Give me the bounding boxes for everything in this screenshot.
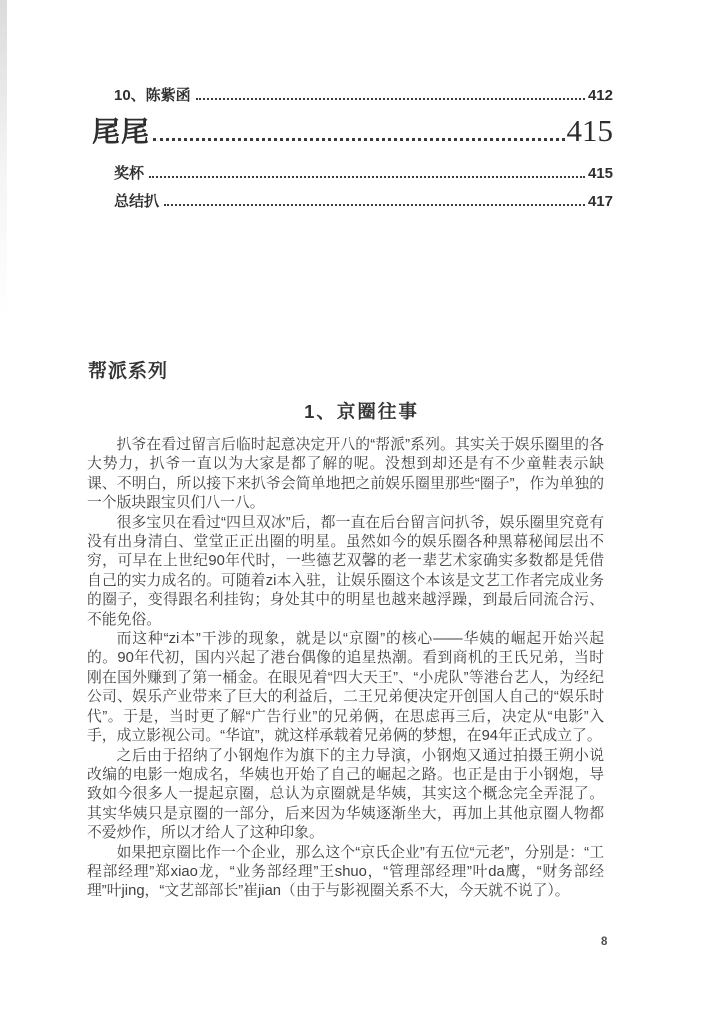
toc-entry-page: 415 (587, 165, 613, 182)
toc-entry (92, 192, 613, 211)
toc-entry-label: 10、陈紫函 (114, 87, 191, 104)
paragraph: 扒爷在看过留言后临时起意决定开八的“帮派”系列。其实关于娱乐圈里的各大势力，扒爷一直以为大家是都了解的呢。没想到却还是有不少童鞋表示缺课、不明白，所以接下来扒爷会简单地把之前娱乐圈里那些“圈子”，作为单独的一个版块跟宝贝们八一八。 (87, 437, 604, 512)
paragraph: 之后由于招纳了小钢炮作为旗下的主力导演，小钢炮又通过拍摄王朔小说改编的电影一炮成名，华姨也开始了自己的崛起之路。也正是由于小钢炮，导致如今很多人一提起京圈，总认为京圈就是华姨，其实这个概念完全弄混了。其实华姨只是京圈的一部分，后来因为华姨逐渐坐大，再加上其他京圈人物都不爱炒作，所以才给人了这种印象。 (87, 747, 604, 842)
toc-entry-page: 415 (566, 113, 613, 148)
toc-entry-label: 奖杯 (114, 165, 145, 182)
toc-entry-label: 总结扒 (114, 193, 160, 210)
dot-leader (153, 138, 564, 141)
section-title: 帮派系列 (88, 361, 169, 382)
toc-entry (92, 164, 613, 183)
scan-edge-shading (0, 0, 7, 320)
paragraph: 很多宝贝在看过“四旦双冰”后，都一直在后台留言问扒爷，娱乐圈里究竟有没有出身清白、堂堂正正出圈的明星。虽然如今的娱乐圈各种黑幕秘闻层出不穷，可早在上世纪90年代时，一些德艺双馨的老一辈艺术家确实多数都是凭借自己的实力成名的。可随着zi本入驻，让娱乐圈这个本该是文艺工作者完成业务的圈子，变得跟名利挂钩；身处其中的明星也越来越浮躁，到最后同流合污、不能免俗。 (87, 514, 604, 628)
body-text (87, 436, 604, 902)
paragraph: 而这种“zi本”干涉的现象，就是以“京圈”的核心——华姨的崛起开始兴起的。90年代初，国内兴起了港台偶像的追星热潮。看到商机的王氏兄弟，当时刚在国外赚到了第一桶金。在眼见着“四大天王”、“小虎队”等港台艺人，为经纪公司、娱乐产业带来了巨大的利益后，二王兄弟便决定开创国人自己的“娱乐时代”。于是，当时更了解“广告行业”的兄弟俩，在思虑再三后，决定从“电影”入手，成立影视公司。“华谊”，就这样承载着兄弟俩的梦想，在94年正式成立了。 (87, 631, 604, 745)
chapter-title: 1、京圈往事 (304, 401, 419, 422)
toc-entry-page: 412 (587, 87, 613, 104)
toc-entry (92, 86, 613, 105)
toc-entry-label: 尾尾 (92, 116, 151, 147)
paragraph: 如果把京圈比作一个企业，那么这个“京氏企业”有五位“元老”，分别是：“工程部经理”郑xiao龙，“业务部经理”王shuo，“管理部经理”叶da鹰，“财务部经理”叶jing，“文艺部部长”崔jian（由于与影视圈关系不大，今天就不说了）。 (87, 844, 604, 900)
dot-leader (196, 98, 585, 100)
dot-leader (164, 204, 585, 206)
table-of-contents (92, 86, 613, 211)
toc-entry-page: 417 (587, 193, 613, 210)
dot-leader (149, 176, 585, 178)
toc-entry-chapter (92, 113, 613, 150)
page-number: 8 (601, 936, 608, 948)
